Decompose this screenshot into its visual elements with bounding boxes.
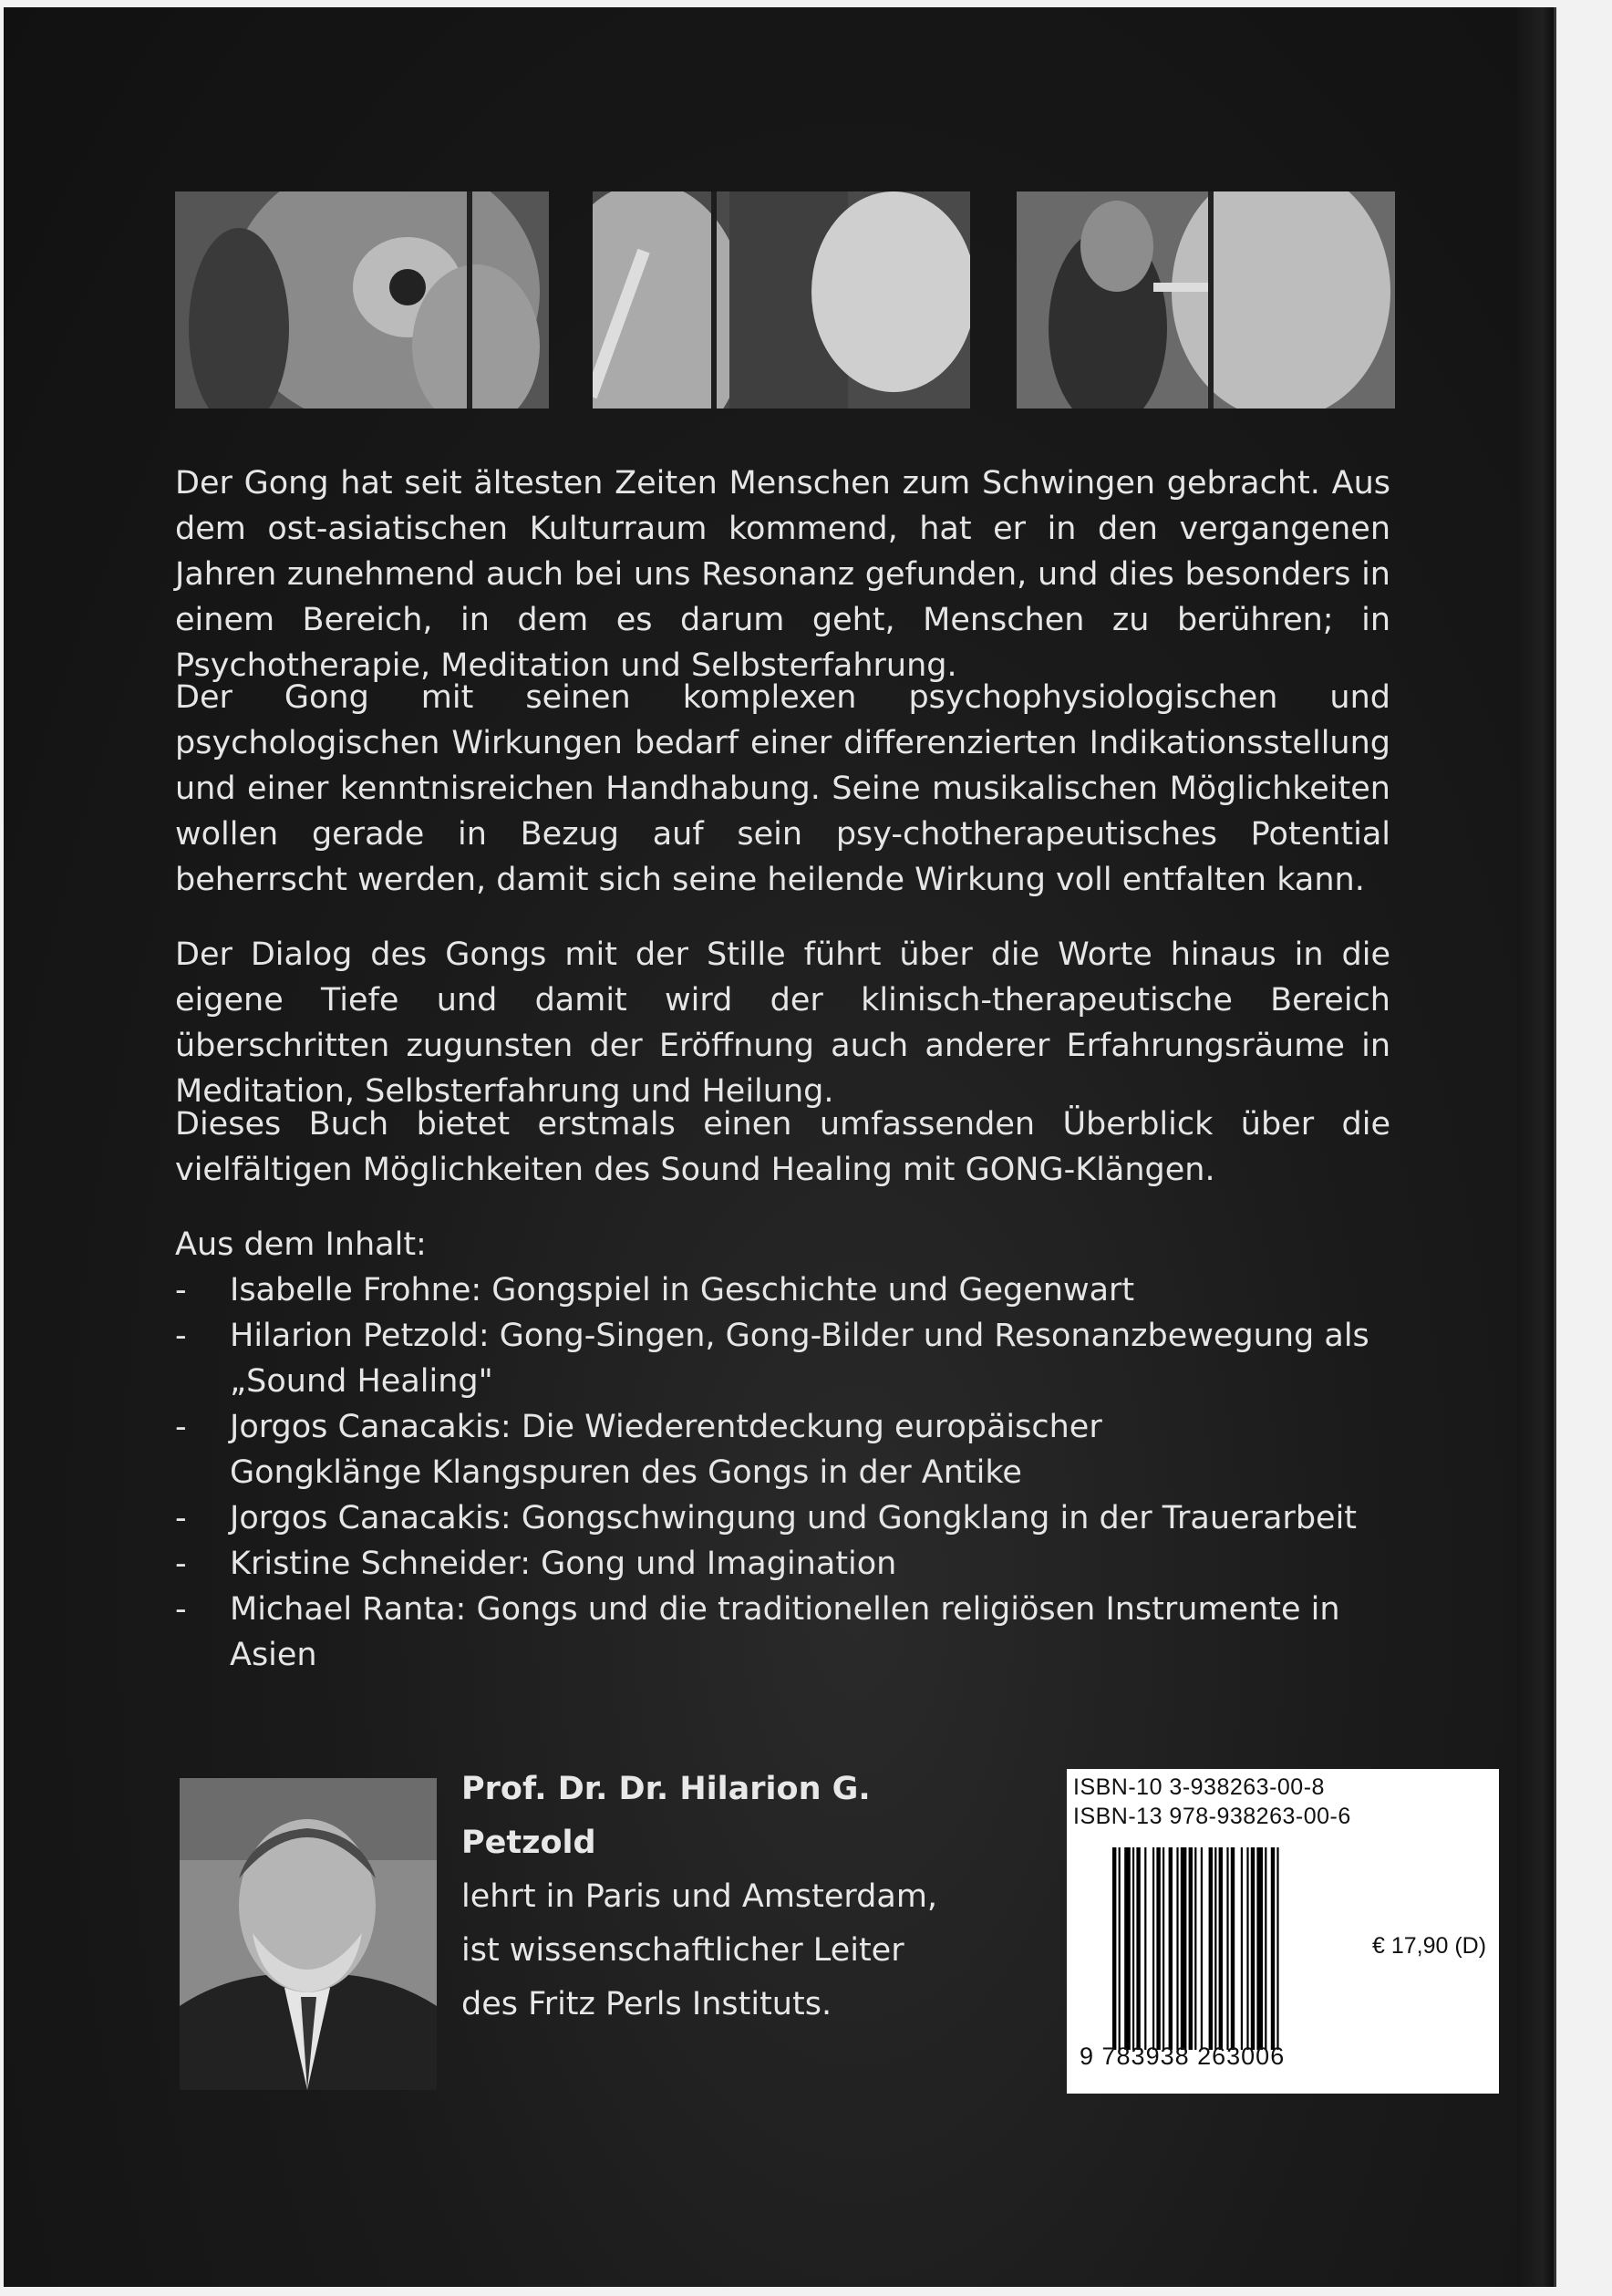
- list-item-text: Isabelle Frohne: Gongspiel in Geschichte und Gegenwart: [230, 1272, 1135, 1308]
- gong-photo-3: [1017, 191, 1395, 409]
- list-dash: -: [175, 1318, 187, 1354]
- gong-photo-1: [175, 191, 549, 409]
- barcode: [1112, 1847, 1335, 2050]
- list-dash: -: [175, 1546, 187, 1582]
- list-dash: -: [175, 1272, 187, 1308]
- list-item-text: Hilarion Petzold: Gong-Singen, Gong-Bilder und Resonanzbewegung als „Sound Healing": [230, 1318, 1369, 1400]
- list-dash: -: [175, 1409, 187, 1445]
- barcode-digits: 9 783938 263006: [1080, 2043, 1286, 2070]
- cover-edge: [1517, 7, 1554, 2287]
- list-item: [175, 1587, 1390, 1678]
- list-item-text: Kristine Schneider: Gong und Imagination: [230, 1546, 897, 1582]
- list-item: [175, 1313, 1390, 1404]
- isbn-13: ISBN-13 978-938263-00-6: [1073, 1804, 1351, 1829]
- price-label: € 17,90 (D): [1372, 1933, 1487, 1959]
- list-item-text: Michael Ranta: Gongs und die traditionellen religiösen Instrumente in Asien: [230, 1591, 1340, 1673]
- effects-paragraph: Der Gong mit seinen komplexen psychophysiologischen und psychologischen Wirkungen bedarf einer differenzierten Indikationsstellung und einer kenntnisreichen Handhabung. Seine musikalischen Möglichkeiten wollen gerade in Bezug auf sein psy-chotherapeutisches Potential beherrscht werden, damit sich seine heilende Wirkung voll entfalten kann.: [175, 679, 1390, 898]
- author-name: Prof. Dr. Dr. Hilarion G. Petzold: [461, 1771, 871, 1861]
- author-portrait: [180, 1778, 437, 2090]
- list-item: [175, 1267, 1390, 1313]
- overview-paragraph: Dieses Buch bietet erstmals einen umfassenden Überblick über die vielfältigen Möglichkeiten des Sound Healing mit GONG-Klängen.: [175, 1106, 1390, 1188]
- list-item: [175, 1541, 1390, 1587]
- gong-photo-2: [593, 191, 970, 409]
- contents-heading: Aus dem Inhalt:: [175, 1226, 427, 1263]
- list-item: [175, 1404, 1390, 1495]
- dialog-paragraph: Der Dialog des Gongs mit der Stille führt über die Worte hinaus in die eigene Tiefe und damit wird der klinisch-therapeutische Bereich überschritten zugunsten der Eröffnung auch anderer Erfahrungsräume in Meditation, Selbsterfahrung und Heilung.: [175, 936, 1390, 1110]
- contents-list: [175, 1222, 1390, 1678]
- list-dash: -: [175, 1500, 187, 1536]
- author-info: [461, 1763, 954, 2032]
- list-item: [175, 1495, 1390, 1541]
- list-item-text: Jorgos Canacakis: Die Wiederentdeckung europäischer Gongklänge Klangspuren des Gongs in der Antike: [230, 1409, 1102, 1491]
- intro-paragraph: Der Gong hat seit ältesten Zeiten Menschen zum Schwingen gebracht. Aus dem ost-asiatischen Kulturraum kommend, hat er in den vergangenen Jahren zunehmend auch bei uns Resonanz gefunden, und dies besonders in einem Bereich, in dem es darum geht, Menschen zu berühren; in Psychotherapie, Meditation und Selbsterfahrung.: [175, 465, 1390, 684]
- list-dash: -: [175, 1591, 187, 1628]
- list-item-text: Jorgos Canacakis: Gongschwingung und Gongklang in der Trauerarbeit: [230, 1500, 1358, 1536]
- isbn-barcode-box: [1067, 1769, 1499, 2094]
- author-bio: lehrt in Paris und Amsterdam, ist wissenschaftlicher Leiter des Fritz Perls Instituts.: [461, 1878, 938, 2022]
- isbn-10: ISBN-10 3-938263-00-8: [1073, 1774, 1325, 1800]
